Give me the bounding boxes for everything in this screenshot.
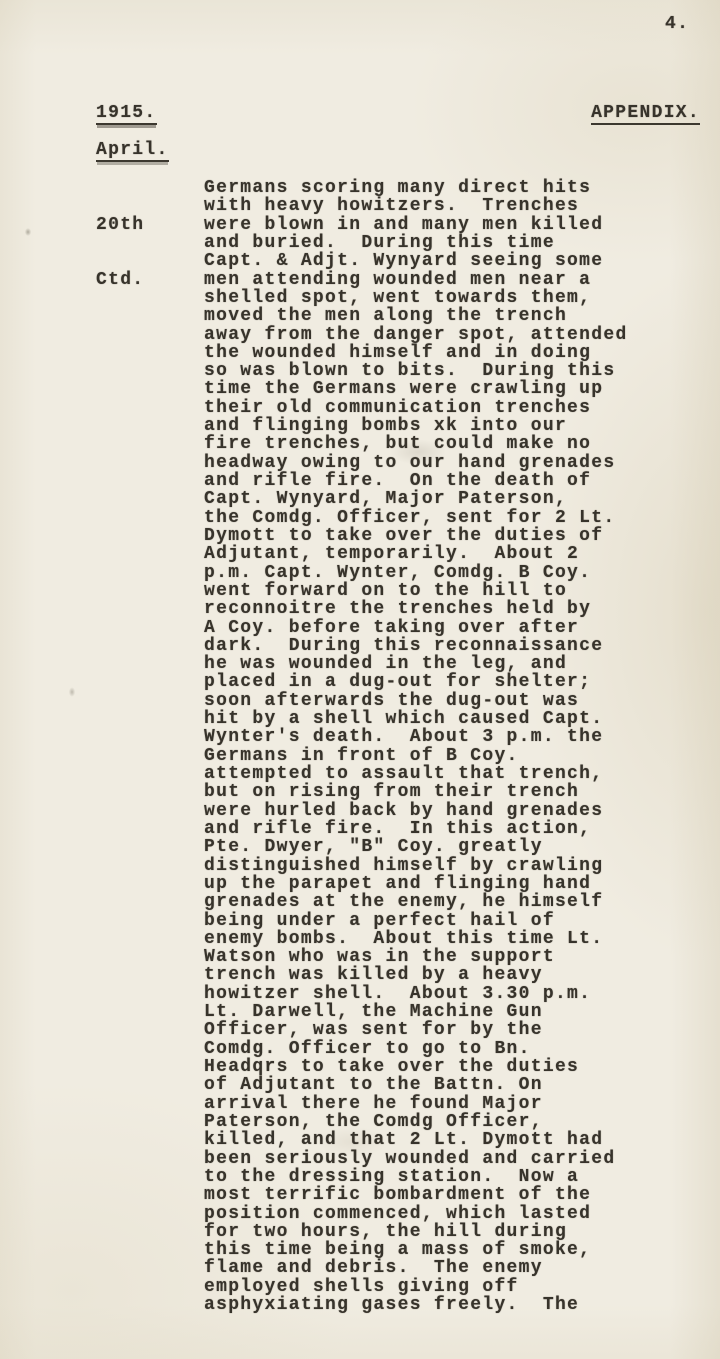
text-line: away from the danger spot, attended — [204, 324, 628, 345]
text-line: Capt. Wynyard, Major Paterson, — [204, 489, 568, 510]
text-line: being under a perfect hail of — [204, 910, 555, 931]
text-line: of Adjutant to the Battn. On — [204, 1075, 543, 1096]
text-line: Germans in front of B Coy. — [204, 745, 519, 766]
text-line: hit by a shell which caused Capt. — [204, 709, 604, 730]
text-line: howitzer shell. About 3.30 p.m. — [204, 983, 592, 1004]
text-line: Adjutant, temporarily. About 2 — [204, 544, 580, 565]
text-line: fire trenches, but could make no — [204, 434, 592, 455]
margin-note-continued: Ctd. — [96, 269, 145, 290]
text-line: Dymott to take over the duties of — [204, 525, 604, 546]
text-line: Comdg. Officer to go to Bn. — [204, 1038, 531, 1059]
text-line: up the parapet and flinging hand — [204, 873, 592, 894]
text-line: he was wounded in the leg, and — [204, 654, 568, 675]
text-line: placed in a dug-out for shelter; — [204, 672, 592, 693]
text-line: but on rising from their trench — [204, 782, 580, 803]
text-line: arrival there he found Major — [204, 1093, 543, 1114]
text-line: their old communication trenches — [204, 397, 592, 418]
text-line: and flinging bombs xk into our — [204, 416, 568, 437]
margin-note-day: 20th — [96, 214, 145, 235]
text-line: this time being a mass of smoke, — [204, 1240, 592, 1261]
text-line: for two hours, the hill during — [204, 1221, 568, 1242]
text-line: soon afterwards the dug-out was — [204, 690, 580, 711]
text-line: were hurled back by hand grenades — [204, 800, 604, 821]
text-line: and buried. During this time — [204, 232, 555, 253]
page-number: 4. — [665, 14, 690, 34]
year-heading: 1915. — [96, 104, 157, 125]
diary-entry-text — [204, 179, 628, 1314]
text-line: headway owing to our hand grenades — [204, 452, 616, 473]
text-line: moved the men along the trench — [204, 306, 568, 327]
text-line: the Comdg. Officer, sent for 2 Lt. — [204, 507, 616, 528]
text-line: Germans scoring many direct hits — [204, 178, 592, 198]
text-line: been seriously wounded and carried — [204, 1148, 616, 1169]
text-line: went forward on to the hill to — [204, 580, 568, 601]
text-line: position commenced, which lasted — [204, 1203, 592, 1224]
appendix-heading: APPENDIX. — [591, 104, 700, 125]
text-line: Pte. Dwyer, "B" Coy. greatly — [204, 837, 543, 858]
text-line: Headqrs to take over the duties — [204, 1057, 580, 1077]
text-line: grenades at the enemy, he himself — [204, 892, 604, 913]
text-line: asphyxiating gases freely. The — [204, 1295, 580, 1316]
text-line: time the Germans were crawling up — [204, 379, 604, 400]
text-line: employed shells giving off — [204, 1276, 519, 1297]
text-line: Capt. & Adjt. Wynyard seeing some — [204, 251, 604, 272]
text-line: Officer, was sent for by the — [204, 1020, 543, 1041]
text-line: trench was killed by a heavy — [204, 965, 543, 986]
text-line: men attending wounded men near a — [204, 269, 592, 290]
text-line: to the dressing station. Now a — [204, 1166, 580, 1187]
text-line: Wynter's death. About 3 p.m. the — [204, 727, 604, 748]
text-line: so was blown to bits. During this — [204, 361, 616, 382]
text-line: killed, and that 2 Lt. Dymott had — [204, 1130, 604, 1151]
text-line: most terrific bombardment of the — [204, 1185, 592, 1206]
text-line: reconnoitre the trenches held by — [204, 599, 592, 620]
text-line: p.m. Capt. Wynter, Comdg. B Coy. — [204, 562, 592, 583]
text-line: Lt. Darwell, the Machine Gun — [204, 1002, 543, 1023]
text-line: and rifle fire. In this action, — [204, 818, 592, 839]
text-line: enemy bombs. About this time Lt. — [204, 928, 604, 949]
text-line: with heavy howitzers. Trenches — [204, 196, 580, 217]
text-line: A Coy. before taking over after — [204, 617, 580, 638]
text-line: dark. During this reconnaissance — [204, 635, 604, 656]
text-line: attempted to assault that trench, — [204, 764, 604, 784]
text-line: and rifle fire. On the death of — [204, 471, 592, 491]
text-line: Watson who was in the support — [204, 947, 555, 968]
text-line: Paterson, the Comdg Officer, — [204, 1111, 543, 1132]
month-heading: April. — [96, 141, 169, 162]
text-line: flame and debris. The enemy — [204, 1258, 543, 1279]
text-line: were blown in and many men killed — [204, 214, 604, 235]
text-line: the wounded himself and in doing — [204, 342, 592, 363]
text-line: distinguished himself by crawling — [204, 855, 604, 876]
text-line: shelled spot, went towards them, — [204, 287, 592, 308]
margin-note — [96, 179, 144, 326]
